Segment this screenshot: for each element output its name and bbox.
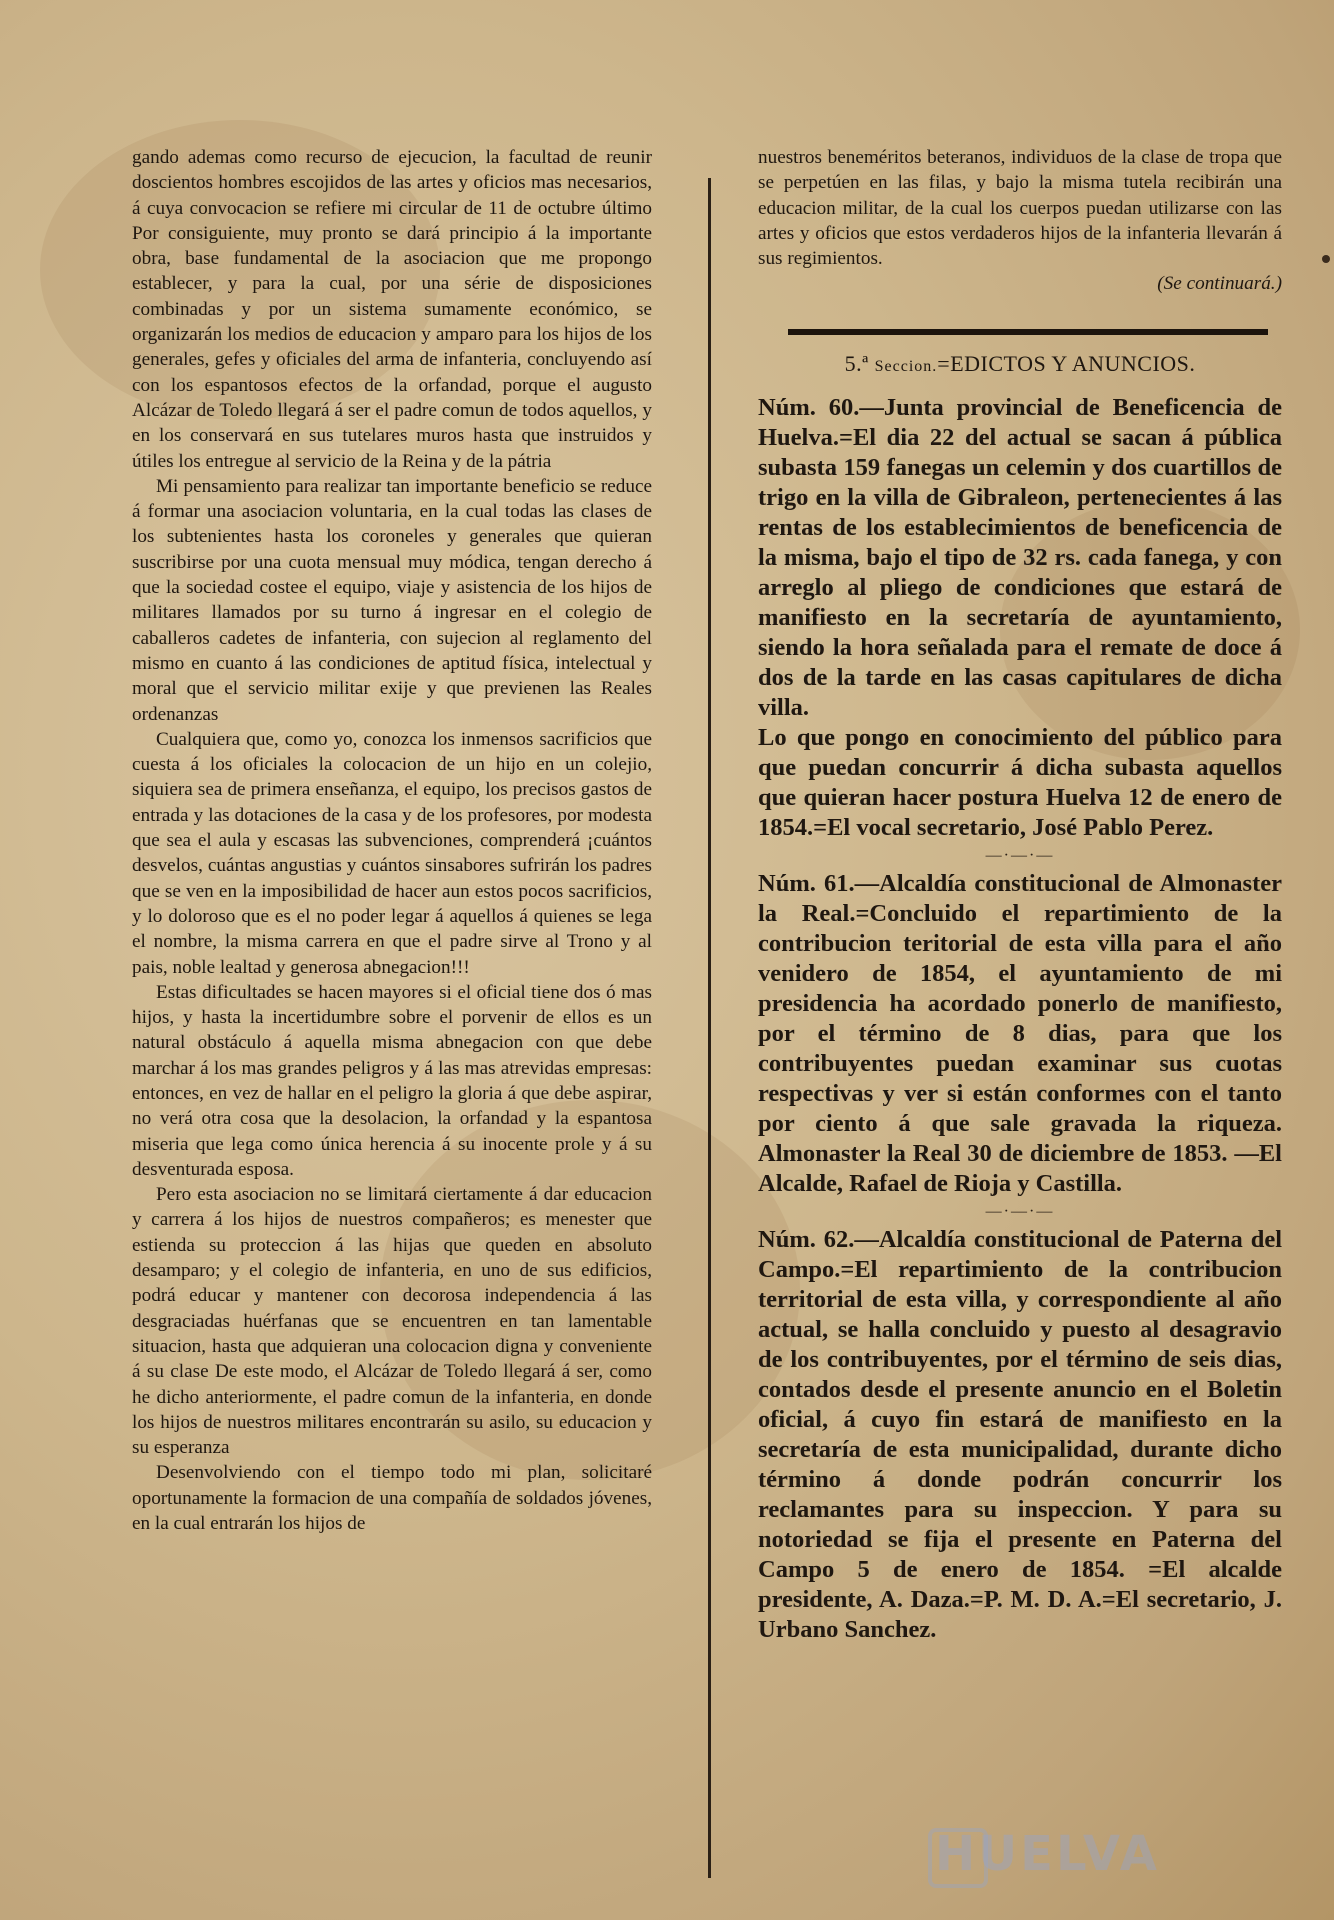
section-rule <box>788 329 1268 335</box>
notice-61 <box>758 869 1282 1199</box>
paragraph: nuestros beneméritos beteranos, individuos de la clase de tropa que se perpetúen en las filas, y bajo la misma tutela recibirán una educacion militar, de la cual los cuerpos puedan utilizarse con las artes y oficios que estos verdaderos hijos de la infanteria llevarán á sus regimientos. <box>758 147 1282 270</box>
paragraph: Estas dificultades se hacen mayores si el oficial tiene dos ó mas hijos, y hasta la incertidumbre sobre el porvenir de ellos es un natural obstáculo á aquella misma abnegacion con que debe marchar á los mas grandes peligros y á las mas atrevidas empresas: entonces, en vez de hallar en el peligro la gloria á que debe aspirar, no verá otra cosa que la desolacion, la orfandad y la espantosa miseria que lega como única herencia á su inocente prole y á su desventurada esposa. <box>132 981 652 1180</box>
paragraph: Mi pensamiento para realizar tan importante beneficio se reduce á formar una asociacion voluntaria, en la cual todas las clases de los subtenientes hasta los coroneles y generales que quieran suscribirse por una cuota mensual muy módica, tengan derecho á que la sociedad costee el equipo, viaje y asistencia de los hijos de militares llamados por su turno á ingresar en el colegio de caballeros cadetes de infanteria, con sujecion al reglamento del mismo en cuanto á las condiciones de aptitud física, intelectual y moral que el servicio militar exije y que previenen las Reales ordenanzas <box>132 475 652 725</box>
paragraph: Cualquiera que, como yo, conozca los inmensos sacrificios que cuesta á los oficiales la colocacion de un hijo en un colejio, siquiera sea de primera enseñanza, el equipo, los precisos gastos de entrada y las dotaciones de la casa y de los profesores, por modesta que sea el aula y escasas las subvenciones, comprenderá ¡cuántos desvelos, cuántas angustias y cuántos sinsabores sufrirán los padres que se ven en la imposibilidad de hacer aun estos pocos sacrificios, y lo doloroso que es el no poder legar á aquellos á quienes se lega el nombre, la misma carrera en que el padre sirve al Trono y al pais, noble lealtad y generosa abnegacion!!! <box>132 728 652 978</box>
section-label: Seccion. <box>874 357 938 375</box>
ink-dot <box>1322 255 1330 263</box>
notice-paragraph: Núm. 60.—Junta provincial de Beneficencia de Huelva.=El dia 22 del actual se sacan á pública subasta 159 fanegas un celemin y dos cuartillos de trigo en la villa de Gibraleon, pertenecientes á las rentas de los establecimientos de beneficencia de la misma, bajo el tipo de 32 rs. cada fanega, y con arreglo al pliego de condiciones que estará de manifiesto en la secretaría de ayuntamiento, siendo la hora señalada para el remate de doce á dos de la tarde en las casas capitulares de dicha villa. <box>758 394 1282 722</box>
notice-paragraph: Lo que pongo en conocimiento del público para que puedan concurrir á dicha subasta aquellos que quieran hacer postura Huelva 12 de enero de 1854.=El vocal secretario, José Pablo Perez. <box>758 724 1282 842</box>
paragraph: gando ademas como recurso de ejecucion, la facultad de reunir doscientos hombres escojidos de las artes y oficios mas necesarios, á cuya convocacion se refiere mi circular de 11 de octubre último Por consiguiente, muy pronto se dará principio á la importante obra, base fundamental de la asociacion que me propongo establecer, y para la cual, por una série de disposiciones combinadas y por un sistema sumamente económico, se organizarán los medios de educacion y amparo para los hijos de los generales, gefes y oficiales del arma de infanteria, concluyendo así con los espantosos efectos de la orfandad, porque el augusto Alcázar de Toledo llegará á ser el padre comun de todos aquellos, y en los conservará en sus tutelares muros hasta que instruidos y útiles los entregue al servicio de la Reina y de la pátria <box>132 147 652 472</box>
column-divider <box>708 178 711 1878</box>
paragraph: Pero esta asociacion no se limitará ciertamente á dar educacion y carrera á los hijos de nuestros compañeros; es menester que estienda su proteccion á las hijas que queden en absoluto desamparo; y el colegio de infanteria, en uno de sus edificios, podrá educar y mantener con decorosa independencia á las desgraciadas huérfanas que se encuentren en tan lamentable situacion, hasta que adquieran una colocacion digna y conveniente á su clase De este modo, el Alcázar de Toledo llegará á ser, como he dicho anteriormente, el padre comun de la infanteria, en donde los hijos de nuestros militares encontrarán su asilo, su educacion y su esperanza <box>132 1184 652 1459</box>
separator: —·—·— <box>985 847 1055 865</box>
left-column <box>132 145 652 1536</box>
separator: —·—·— <box>985 1203 1055 1221</box>
watermark-stamp: HUELVA <box>935 1826 1160 1882</box>
section-title: =EDICTOS Y ANUNCIOS. <box>937 350 1196 376</box>
notice-paragraph: Núm. 61.—Alcaldía constitucional de Almonaster la Real.=Concluido el repartimiento de la contribucion teritorial de esta villa para el año venidero de 1854, el ayuntamiento de mi presidencia ha acordado ponerlo de manifiesto, por el término de 8 dias, para que los contribuyentes puedan examinar sus cuotas respectivas y ver si están conformes con el tanto por ciento á que sale gravada la riqueza. Almonaster la Real 30 de diciembre de 1853. —El Alcalde, Rafael de Rioja y Castilla. <box>758 870 1282 1198</box>
notice-62 <box>758 1225 1282 1645</box>
continued-note: (Se continuará.) <box>1157 273 1282 295</box>
paragraph: Desenvolviendo con el tiempo todo mi plan, solicitaré oportunamente la formacion de una compañía de soldados jóvenes, en la cual entrarán los hijos de <box>132 1462 652 1535</box>
section-heading <box>758 351 1282 379</box>
right-column <box>758 145 1282 1653</box>
notice-paragraph: Núm. 62.—Alcaldía constitucional de Paterna del Campo.=El repartimiento de la contribucion territorial de esta villa, y correspondiente al año actual, se halla concluido y puesto al desagravio de los contribuyentes, por el término de seis dias, contados desde el presente anuncio en el Boletin oficial, á cuyo fin estará de manifiesto en la secretaría de esta municipalidad, durante dicho término á donde podrán concurrir los reclamantes para su inspeccion. Y para su notoriedad se fija el presente en Paterna del Campo 5 de enero de 1854. =El alcalde presidente, A. Daza.=P. M. D. A.=El secretario, J. Urbano Sanchez. <box>758 1226 1282 1644</box>
notice-60 <box>758 393 1282 843</box>
section-number: 5.ª <box>844 350 869 376</box>
